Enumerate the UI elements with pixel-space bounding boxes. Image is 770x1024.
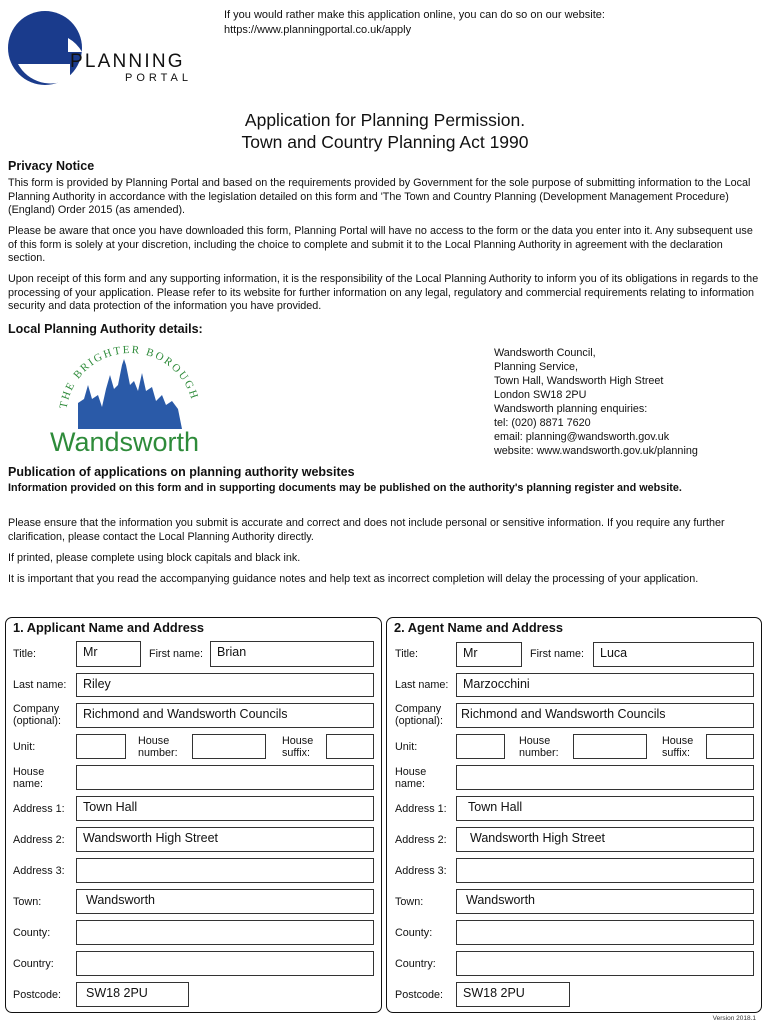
agent-house-name-label: House name: xyxy=(395,766,427,790)
agent-postcode-field[interactable]: SW18 2PU xyxy=(456,982,570,1007)
logo-word-portal: PORTAL xyxy=(125,72,192,84)
online-note-text: If you would rather make this application online, you can do so on our website: xyxy=(224,9,605,21)
applicant-last-name-field[interactable]: Riley xyxy=(76,673,374,697)
lpa-heading: Local Planning Authority details: xyxy=(8,322,203,336)
applicant-county-label: County: xyxy=(13,927,51,939)
applicant-house-number-field[interactable] xyxy=(192,734,266,759)
agent-first-name-label: First name: xyxy=(530,648,584,660)
applicant-house-suffix-field[interactable] xyxy=(326,734,374,759)
online-note-link[interactable]: https://www.planningportal.co.uk/apply xyxy=(224,24,412,36)
privacy-heading: Privacy Notice xyxy=(8,159,95,173)
applicant-company-label: Company (optional): xyxy=(13,703,62,727)
applicant-town-label: Town: xyxy=(13,896,42,908)
agent-house-suffix-label: House suffix: xyxy=(662,735,694,759)
publication-paragraph-1: Please ensure that the information you submit is accurate and correct and does not include personal or sensitive information. If you require any further clarification, please contact the Local Planning Authority directly. xyxy=(8,517,725,543)
agent-title-label: Title: xyxy=(395,648,418,660)
logo-word-planning: PLANNING xyxy=(70,51,185,72)
svg-text:THE BRIGHTER BOROUGH: THE BRIGHTER BOROUGH xyxy=(57,345,201,410)
applicant-house-name-label: House name: xyxy=(13,766,45,790)
agent-county-field[interactable] xyxy=(456,920,754,945)
applicant-postcode-field[interactable]: SW18 2PU xyxy=(76,982,189,1007)
svg-text:Wandsworth: Wandsworth xyxy=(50,427,200,457)
applicant-title-field[interactable]: Mr xyxy=(76,641,141,667)
applicant-first-name-label: First name: xyxy=(149,648,203,660)
publication-paragraph-2: If printed, please complete using block capitals and black ink. xyxy=(8,552,301,564)
applicant-first-name-field[interactable]: Brian xyxy=(210,641,374,667)
agent-last-name-label: Last name: xyxy=(395,679,449,691)
applicant-address2-field[interactable]: Wandsworth High Street xyxy=(76,827,374,852)
agent-house-number-label: House number: xyxy=(519,735,559,759)
applicant-unit-field[interactable] xyxy=(76,734,126,759)
lpa-line: Town Hall, Wandsworth High Street xyxy=(494,375,664,387)
lpa-line: Planning Service, xyxy=(494,361,579,373)
agent-unit-label: Unit: xyxy=(395,741,418,753)
agent-house-suffix-field[interactable] xyxy=(706,734,754,759)
applicant-house-number-label: House number: xyxy=(138,735,178,759)
lpa-line: Wandsworth planning enquiries: xyxy=(494,403,648,415)
title-line2: Town and Country Planning Act 1990 xyxy=(241,132,529,152)
version-label: Version 2018.1 xyxy=(712,1015,756,1022)
applicant-country-field[interactable] xyxy=(76,951,374,976)
agent-house-name-field[interactable] xyxy=(456,765,754,790)
lpa-email-link[interactable]: email: planning@wandsworth.gov.uk xyxy=(494,431,670,443)
lpa-line: Wandsworth Council, xyxy=(494,347,596,359)
wandsworth-logo-icon xyxy=(44,345,214,457)
agent-town-field[interactable]: Wandsworth xyxy=(456,889,754,914)
publication-heading: Publication of applications on planning authority websites xyxy=(8,465,355,479)
applicant-town-field[interactable]: Wandsworth xyxy=(76,889,374,914)
publication-bold-paragraph: Information provided on this form and in supporting documents may be published on the authority's planning register and website. xyxy=(8,482,682,494)
lpa-line: tel: (020) 8871 7620 xyxy=(494,417,591,429)
agent-address2-label: Address 2: xyxy=(395,834,447,846)
applicant-address1-label: Address 1: xyxy=(13,803,65,815)
lpa-website-link[interactable]: website: www.wandsworth.gov.uk/planning xyxy=(494,445,698,457)
applicant-country-label: Country: xyxy=(13,958,54,970)
agent-title-field[interactable]: Mr xyxy=(456,642,522,667)
lpa-contact-details xyxy=(494,346,756,458)
agent-first-name-field[interactable]: Luca xyxy=(593,642,754,667)
planning-portal-logo xyxy=(8,8,198,90)
agent-county-label: County: xyxy=(395,927,433,939)
applicant-address2-label: Address 2: xyxy=(13,834,65,846)
title-line1: Application for Planning Permission. xyxy=(244,110,526,130)
agent-address3-field[interactable] xyxy=(456,858,754,883)
agent-address1-field[interactable]: Town Hall xyxy=(456,796,754,821)
applicant-unit-label: Unit: xyxy=(13,741,36,753)
agent-postcode-label: Postcode: xyxy=(395,989,444,1001)
applicant-address3-field[interactable] xyxy=(76,858,374,883)
agent-house-number-field[interactable] xyxy=(573,734,647,759)
agent-company-label: Company (optional): xyxy=(395,703,444,727)
applicant-county-field[interactable] xyxy=(76,920,374,945)
applicant-postcode-label: Postcode: xyxy=(13,989,62,1001)
applicant-company-field[interactable]: Richmond and Wandsworth Councils xyxy=(76,703,374,728)
applicant-address3-label: Address 3: xyxy=(13,865,65,877)
applicant-last-name-label: Last name: xyxy=(13,679,67,691)
page-title xyxy=(0,109,770,153)
agent-address3-label: Address 3: xyxy=(395,865,447,877)
online-application-note xyxy=(224,8,754,38)
agent-company-field[interactable]: Richmond and Wandsworth Councils xyxy=(456,703,754,728)
agent-address2-field[interactable]: Wandsworth High Street xyxy=(456,827,754,852)
applicant-house-name-field[interactable] xyxy=(76,765,374,790)
privacy-paragraph-1: This form is provided by Planning Portal and based on the requirements provided by Government for the sole purpose of submitting information to the Local Planning Authority in accordance with the legislation detailed on this form and 'The Town and Country Planning (Development Management Procedure) (England) Order 2015 (as amended). xyxy=(8,177,751,217)
lpa-line: London SW18 2PU xyxy=(494,389,587,401)
wandsworth-logo xyxy=(44,345,214,457)
applicant-house-suffix-label: House suffix: xyxy=(282,735,314,759)
privacy-paragraph-2: Please be aware that once you have downloaded this form, Planning Portal will have no access to the form or the data you enter into it. Any subsequent use of this form is solely at your discretion, including the choice to complete and submit it to the Local Planning Authority in agreement with the declaration section. xyxy=(8,225,753,265)
agent-town-label: Town: xyxy=(395,896,424,908)
agent-last-name-field[interactable]: Marzocchini xyxy=(456,673,754,697)
agent-country-field[interactable] xyxy=(456,951,754,976)
applicant-section-title: 1. Applicant Name and Address xyxy=(13,620,205,635)
agent-section-title: 2. Agent Name and Address xyxy=(394,620,564,635)
applicant-address1-field[interactable]: Town Hall xyxy=(76,796,374,821)
agent-country-label: Country: xyxy=(395,958,436,970)
agent-address1-label: Address 1: xyxy=(395,803,447,815)
applicant-title-label: Title: xyxy=(13,648,36,660)
publication-paragraph-3: It is important that you read the accompanying guidance notes and help text as incorrect completion will delay the processing of your application. xyxy=(8,573,699,585)
privacy-paragraph-3: Upon receipt of this form and any supporting information, it is the responsibility of the Local Planning Authority to inform you of its obligations in regards to the processing of your application. Please refer to its website for further information on any legal, regulatory and commercial requirements relating to information security and data protection of the information you have provided. xyxy=(8,273,759,313)
agent-unit-field[interactable] xyxy=(456,734,505,759)
